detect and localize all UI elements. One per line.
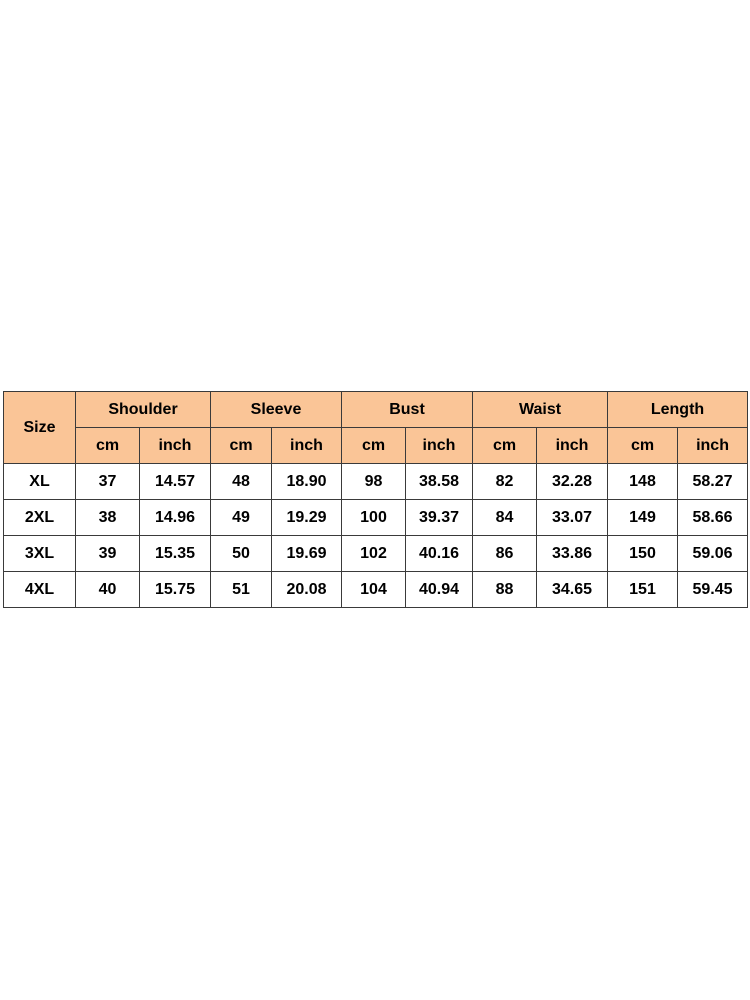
size-cell: 3XL xyxy=(4,536,76,572)
size-header: Size xyxy=(4,392,76,464)
table-row xyxy=(4,464,748,500)
size-cell: 2XL xyxy=(4,500,76,536)
sleeve-cm-cell: 48 xyxy=(211,464,272,500)
waist-inch-cell: 33.86 xyxy=(537,536,608,572)
sleeve-inch-cell: 19.69 xyxy=(272,536,342,572)
waist-inch-cell: 33.07 xyxy=(537,500,608,536)
shoulder-cm-cell: 38 xyxy=(76,500,140,536)
bust-inch-header: inch xyxy=(406,428,473,464)
bust-cm-cell: 98 xyxy=(342,464,406,500)
table-row xyxy=(4,572,748,608)
bust-inch-cell: 40.16 xyxy=(406,536,473,572)
length-cm-header: cm xyxy=(608,428,678,464)
size-cell: 4XL xyxy=(4,572,76,608)
waist-cm-cell: 82 xyxy=(473,464,537,500)
bust-inch-cell: 38.58 xyxy=(406,464,473,500)
shoulder-inch-cell: 15.35 xyxy=(140,536,211,572)
sleeve-inch-header: inch xyxy=(272,428,342,464)
bust-cm-cell: 100 xyxy=(342,500,406,536)
sleeve-cm-cell: 51 xyxy=(211,572,272,608)
bust-inch-cell: 40.94 xyxy=(406,572,473,608)
shoulder-inch-cell: 14.96 xyxy=(140,500,211,536)
sleeve-cm-cell: 50 xyxy=(211,536,272,572)
length-inch-cell: 58.27 xyxy=(678,464,748,500)
shoulder-cm-cell: 40 xyxy=(76,572,140,608)
length-inch-cell: 59.45 xyxy=(678,572,748,608)
length-inch-cell: 59.06 xyxy=(678,536,748,572)
shoulder-header: Shoulder xyxy=(76,392,211,428)
sleeve-cm-cell: 49 xyxy=(211,500,272,536)
waist-cm-header: cm xyxy=(473,428,537,464)
length-cm-cell: 149 xyxy=(608,500,678,536)
waist-cm-cell: 86 xyxy=(473,536,537,572)
shoulder-cm-header: cm xyxy=(76,428,140,464)
table-row xyxy=(4,536,748,572)
shoulder-inch-cell: 14.57 xyxy=(140,464,211,500)
shoulder-cm-cell: 37 xyxy=(76,464,140,500)
length-inch-header: inch xyxy=(678,428,748,464)
bust-inch-cell: 39.37 xyxy=(406,500,473,536)
shoulder-inch-header: inch xyxy=(140,428,211,464)
length-inch-cell: 58.66 xyxy=(678,500,748,536)
sleeve-cm-header: cm xyxy=(211,428,272,464)
length-cm-cell: 148 xyxy=(608,464,678,500)
shoulder-cm-cell: 39 xyxy=(76,536,140,572)
table-row xyxy=(4,500,748,536)
size-chart-table xyxy=(3,391,748,608)
waist-header: Waist xyxy=(473,392,608,428)
sleeve-inch-cell: 18.90 xyxy=(272,464,342,500)
sleeve-header: Sleeve xyxy=(211,392,342,428)
length-header: Length xyxy=(608,392,748,428)
length-cm-cell: 150 xyxy=(608,536,678,572)
bust-header: Bust xyxy=(342,392,473,428)
waist-cm-cell: 88 xyxy=(473,572,537,608)
bust-cm-header: cm xyxy=(342,428,406,464)
bust-cm-cell: 104 xyxy=(342,572,406,608)
waist-inch-cell: 32.28 xyxy=(537,464,608,500)
group-header-row xyxy=(4,392,748,428)
sleeve-inch-cell: 20.08 xyxy=(272,572,342,608)
waist-inch-header: inch xyxy=(537,428,608,464)
length-cm-cell: 151 xyxy=(608,572,678,608)
sleeve-inch-cell: 19.29 xyxy=(272,500,342,536)
bust-cm-cell: 102 xyxy=(342,536,406,572)
waist-cm-cell: 84 xyxy=(473,500,537,536)
waist-inch-cell: 34.65 xyxy=(537,572,608,608)
unit-header-row xyxy=(4,428,748,464)
size-cell: XL xyxy=(4,464,76,500)
shoulder-inch-cell: 15.75 xyxy=(140,572,211,608)
